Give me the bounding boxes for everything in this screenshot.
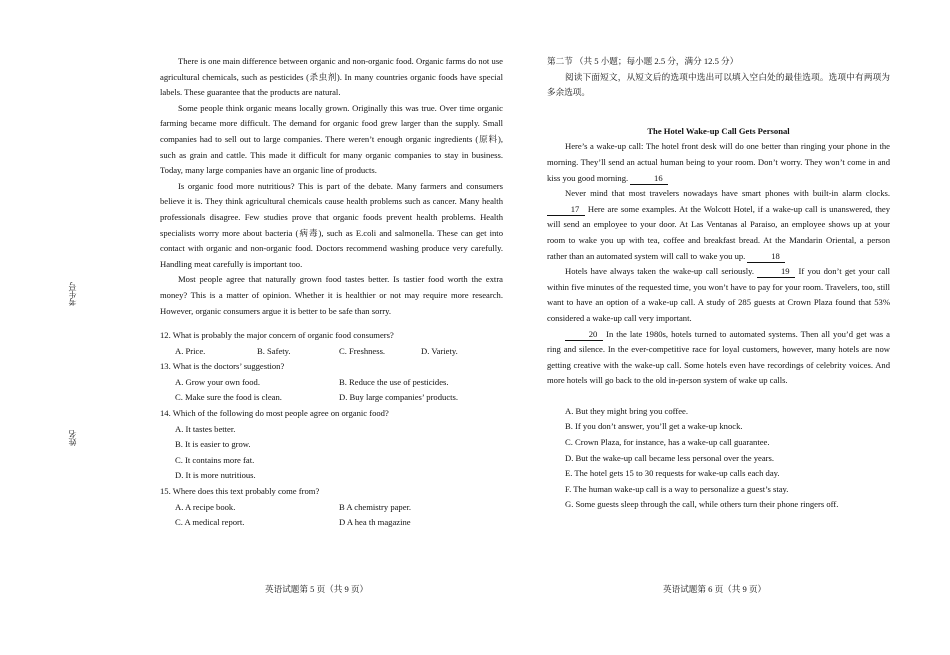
passage-paragraph: Some people think organic means locally grown. Originally this was true. Over time organic farming became more difficult. The demand for organic food grew larger than the supply. Small companies had to sell out to large companies. There weren’t enough organic ingredients (原料), such as grain and cattle. This made it difficult for many organic companies to stay in business. Today, many large companies have an organic line of products. (160, 102, 503, 176)
option-c: C. Make sure the food is clean. (175, 392, 282, 403)
blank-17: 17 (547, 204, 585, 216)
passage-paragraph: There is one main difference between organic and non-organic food. Organic farms do not use agricultural chemicals, such as pesticides (杀虫剂). In many countries organic foods have special labels. These guarantee that the products are natural. (160, 56, 503, 98)
choice-item: A. But they might bring you coffee. (565, 405, 688, 416)
right-page (547, 54, 890, 513)
option-d: D. It is more nutritious. (175, 470, 256, 481)
left-page (160, 54, 503, 531)
option-a: A. Grow your own food. (175, 376, 260, 387)
option-d: D. Variety. (421, 345, 458, 356)
blank-18: 18 (747, 251, 785, 263)
paragraph-text: Hotels have always taken the wake-up call seriously. (565, 266, 754, 277)
choice-item: F. The human wake-up call is a way to personalize a guest’s stay. (565, 483, 789, 494)
choice-item: B. If you don’t answer, you’ll get a wake-up knock. (565, 421, 743, 432)
paragraph-text: Here’s a wake-up call: The hotel front desk will do one better than ringing your phone in the morning. They’ll send an actual human being to your room. Don’t worry. They won’t come in and kiss you good morning. (547, 141, 890, 183)
page-footer-6: 英语试题第 6 页（共 9 页） (663, 584, 767, 594)
section-heading: 第二节 （共 5 小题；每小题 2.5 分，满分 12.5 分） (547, 56, 739, 66)
choice-item: G. Some guests sleep through the call, while others turn their phone ringers off. (565, 499, 839, 510)
option-b: B. It is easier to grow. (175, 439, 251, 450)
option-a: A. It tastes better. (175, 423, 236, 434)
blank-19: 19 (757, 266, 795, 278)
question-14 (160, 406, 503, 484)
passage-paragraph: Is organic food more nutritious? This is part of the debate. Many farmers and consumers believe it is. They think agricultural chemicals cause health problems such as cancer. Many health professionals disagree. Few studies prove that organic foods prevent health problems. Health specialists worry more about bacteria (病毒), such as E.coli and salmonella. These can get into contact with organic and non-organic food. Doctors recommend washing produce very carefully. Handling meat carefully is important too. (160, 180, 503, 269)
option-a: A. A recipe book. (175, 501, 236, 512)
paragraph-text: In the late 1980s, hotels turned to automated systems. Then all you’d get was a ring and silence. In the ever-competitive race for loyal customers, however, many hotels are now getting creative with the wake-up call. Some hotels even have recordings of celebrity voices. And more hotels will go back to the old in-person system of wake up calls. (547, 328, 890, 386)
blank-16: 16 (630, 173, 668, 185)
question-stem: 14. Which of the following do most people agree on organic food? (160, 408, 389, 419)
option-b: B. Safety. (257, 345, 291, 356)
exam-number-label: 考生号 (68, 282, 77, 306)
choice-list (547, 404, 890, 513)
option-c: C. A medical report. (175, 517, 245, 528)
option-a: A. Price. (175, 345, 206, 356)
passage-paragraph (547, 264, 890, 326)
passage-title: The Hotel Wake-up Call Gets Personal (647, 125, 790, 136)
paragraph-text: Never mind that most travelers nowadays have smart phones with built-in alarm clocks. (565, 188, 890, 199)
option-b: B A chemistry paper. (339, 501, 412, 512)
passage-paragraph (547, 327, 890, 389)
instructions: 阅读下面短文，从短文后的选项中选出可以填入空白处的最佳选项。选项中有两项为多余选项。 (547, 71, 890, 98)
passage-paragraph (547, 139, 890, 186)
option-d: D. Buy large companies’ products. (339, 392, 459, 403)
option-b: B. Reduce the use of pesticides. (339, 376, 449, 387)
choice-item: E. The hotel gets 15 to 30 requests for wake-up calls each day. (565, 468, 780, 479)
option-c: C. It contains more fat. (175, 454, 255, 465)
question-13 (160, 359, 503, 406)
paragraph-text: Here are some examples. At the Wolcott Hotel, if a wake-up call is unanswered, they will send an employee to your door. At Las Ventanas al Paraiso, an employee shows up at your room to wake you up with tea, coffee and breakfast bread. At the Mandarin Oriental, a person rather than an automated system will call to wake you up. (547, 203, 890, 261)
page-footer-5: 英语试题第 5 页（共 9 页） (265, 584, 369, 594)
question-stem: 15. Where does this text probably come from? (160, 486, 320, 497)
question-stem: 12. What is probably the major concern of organic food consumers? (160, 330, 394, 341)
passage-paragraph (547, 186, 890, 264)
question-stem: 13. What is the doctors’ suggestion? (160, 361, 285, 372)
blank-20: 20 (565, 329, 603, 341)
question-12 (160, 328, 503, 359)
option-d: D A hea th magazine (339, 517, 411, 528)
question-15 (160, 484, 503, 531)
name-label: 姓名 (68, 430, 77, 446)
choice-item: C. Crown Plaza, for instance, has a wake-up call guarantee. (565, 437, 770, 448)
choice-item: D. But the wake-up call became less personal over the years. (565, 452, 775, 463)
option-c: C. Freshness. (339, 345, 386, 356)
paragraph-text: If you don’t get your call within five minutes of the requested time, you won’t have to pay for your room. Travelers, too, still want to have an option of a wake-up call. A study of 285 guests at Crown Plaza found that 53% considered a wake-up call very important. (547, 266, 890, 323)
passage-paragraph: Most people agree that naturally grown food tastes better. Is tastier food worth the extra money? This is a matter of opinion. Whether it is healthier or not may require more research. However, organic consumers argue it is better to be safe than sorry. (160, 274, 503, 316)
